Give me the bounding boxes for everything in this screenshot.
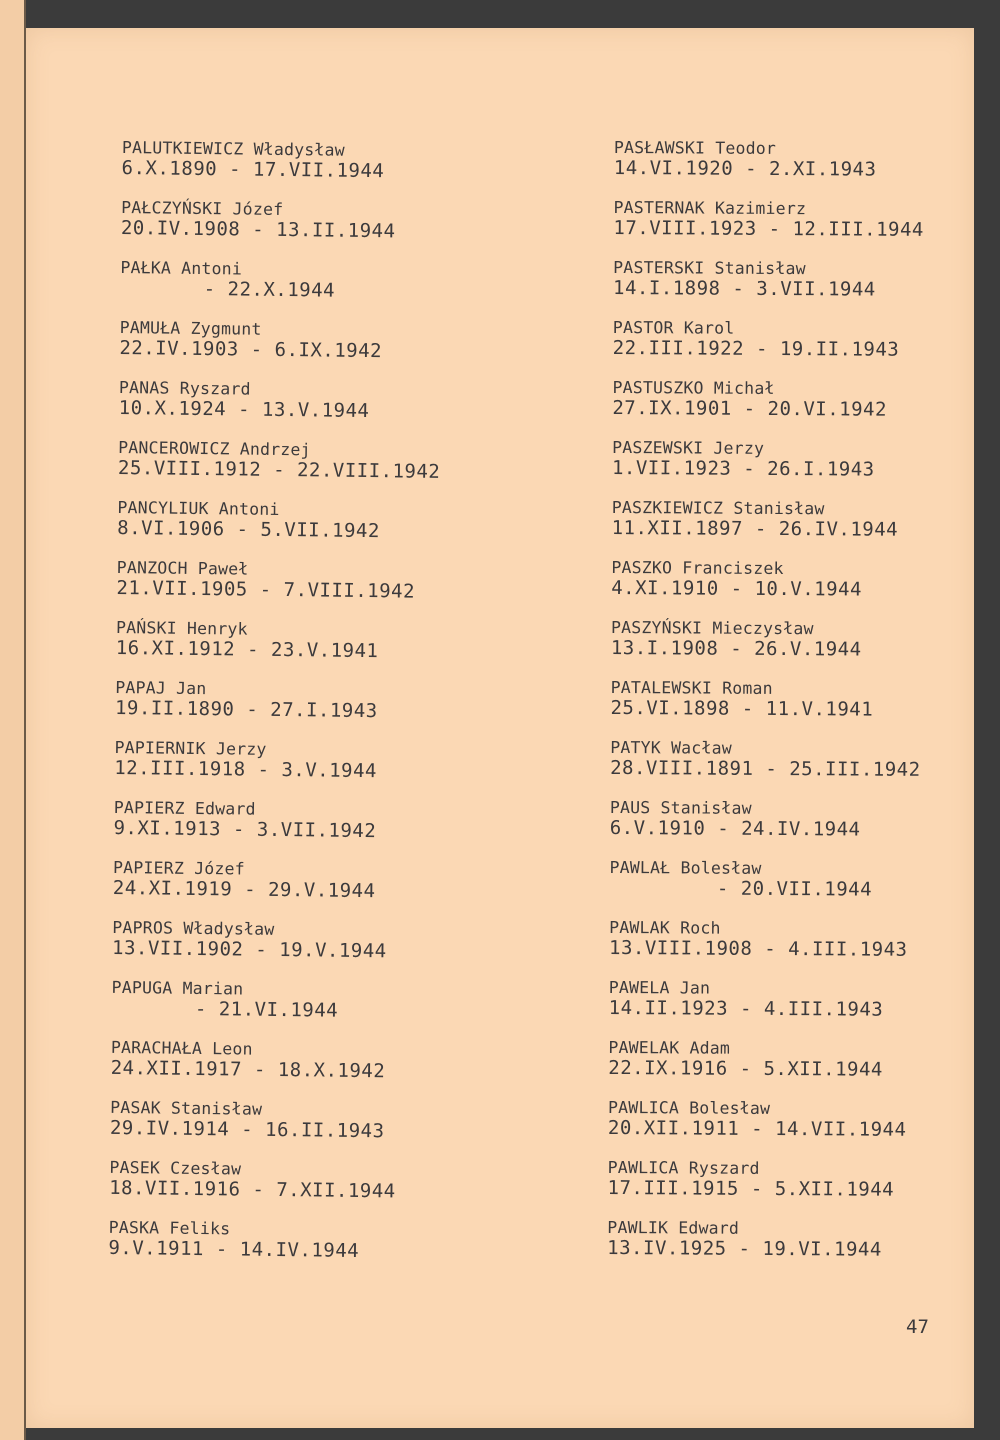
list-item: [608, 1098, 919, 1160]
entry-dates: 19.II.1890 - 27.I.1943: [114, 696, 378, 723]
list-item: [611, 498, 922, 560]
entry-dates: - 20.VII.1944: [609, 876, 873, 901]
list-item: [108, 1218, 431, 1282]
entry-dates: 22.III.1922 - 19.II.1943: [612, 336, 900, 361]
entry-dates: 13.VIII.1908 - 4.III.1943: [608, 936, 908, 961]
entry-name: PATYK Wacław: [610, 737, 732, 758]
entry-name: PAŃSKI Henryk: [115, 617, 248, 639]
entry-dates: - 21.VI.1944: [111, 996, 339, 1022]
entry-name: PANAS Ryszard: [118, 377, 251, 399]
list-item: [121, 138, 444, 202]
entry-name: PASTERSKI Stanisław: [613, 257, 806, 279]
entry-dates: 9.V.1911 - 14.IV.1944: [108, 1236, 360, 1262]
entry-name: PAŁKA Antoni: [120, 257, 243, 279]
list-item: [612, 438, 923, 500]
left-column: [108, 138, 444, 1282]
entry-name: PANZOCH Paweł: [116, 557, 249, 579]
entry-dates: 24.XI.1919 - 29.V.1944: [112, 876, 376, 903]
list-item: [114, 738, 437, 802]
entry-name: PAWELA Jan: [608, 977, 711, 998]
entry-name: PASTUSZKO Michał: [612, 377, 775, 398]
entry-name: PASTERNAK Kazimierz: [613, 197, 807, 219]
entry-dates: 1.VII.1923 - 26.I.1943: [611, 456, 875, 481]
entry-name: PAWLAK Roch: [609, 917, 721, 938]
entry-name: PASŁAWSKI Teodor: [613, 138, 777, 158]
entry-name: PAŁCZYŃSKI Józef: [121, 197, 284, 219]
list-item: [607, 1158, 918, 1220]
entry-name: PAWLICA Bolesław: [608, 1097, 771, 1118]
list-item: [609, 858, 920, 920]
list-item: [608, 1038, 919, 1100]
entry-dates: 11.XII.1897 - 26.IV.1944: [611, 516, 899, 541]
list-item: [611, 558, 922, 620]
entry-name: PAWLIK Edward: [607, 1217, 740, 1238]
list-item: [609, 978, 920, 1040]
list-item: [115, 678, 438, 742]
entry-name: PASZYŃSKI Mieczysław: [610, 617, 814, 639]
page-number: 47: [906, 1316, 929, 1338]
entry-dates: 6.X.1890 - 17.VII.1944: [121, 156, 385, 183]
entry-dates: 27.IX.1901 - 20.VI.1942: [612, 396, 888, 421]
entry-name: PARACHAŁA Leon: [110, 1037, 253, 1059]
entry-name: PASZKO Franciszek: [611, 557, 784, 579]
list-item: [610, 798, 921, 860]
list-item: [113, 798, 436, 862]
list-item: [607, 1218, 918, 1280]
list-item: [609, 918, 920, 980]
entry-name: PASZEWSKI Jerzy: [612, 437, 765, 458]
entry-dates: 8.VI.1906 - 5.VII.1942: [117, 516, 381, 543]
list-item: [613, 258, 924, 320]
entry-name: PASEK Czesław: [109, 1157, 242, 1179]
entry-dates: 4.XI.1910 - 10.V.1944: [611, 576, 863, 601]
entry-name: PASAK Stanisław: [110, 1097, 263, 1119]
entry-dates: 21.VII.1905 - 7.VIII.1942: [116, 576, 416, 603]
list-item: [121, 198, 444, 262]
list-item: [613, 318, 924, 380]
entry-dates: 14.VI.1920 - 2.XI.1943: [613, 156, 877, 181]
entry-dates: 17.VIII.1923 - 12.III.1944: [613, 216, 924, 241]
list-item: [111, 978, 434, 1042]
entry-dates: - 22.X.1944: [120, 276, 336, 302]
entry-dates: 20.XII.1911 - 14.VII.1944: [607, 1116, 907, 1141]
list-item: [611, 618, 922, 680]
list-item: [119, 318, 442, 382]
list-item: [614, 138, 925, 200]
entry-name: PAWELAK Adam: [608, 1037, 731, 1058]
entry-dates: 6.V.1910 - 24.IV.1944: [609, 816, 861, 841]
list-item: [118, 378, 441, 442]
list-item: [610, 738, 921, 800]
entry-dates: 25.VI.1898 - 11.V.1941: [610, 696, 874, 721]
entry-name: PANCYLIUK Antoni: [117, 497, 280, 519]
entry-name: PAPROS Władysław: [112, 917, 275, 939]
left-page-edge: [0, 0, 26, 1440]
list-item: [612, 378, 923, 440]
entry-dates: 13.I.1908 - 26.V.1944: [610, 636, 862, 661]
entry-name: PAMUŁA Zygmunt: [119, 317, 262, 339]
entry-name: PAPAJ Jan: [115, 677, 207, 699]
entry-dates: 22.IV.1903 - 6.IX.1942: [119, 336, 383, 363]
entry-name: PAPIERZ Józef: [112, 857, 245, 879]
list-item: [610, 678, 921, 740]
entry-dates: 25.VIII.1912 - 22.VIII.1942: [117, 456, 441, 483]
list-item: [112, 918, 435, 982]
list-item: [613, 198, 924, 260]
entry-dates: 10.X.1924 - 13.V.1944: [118, 396, 370, 423]
entry-name: PAPUGA Marian: [111, 977, 244, 999]
list-item: [112, 858, 435, 922]
entry-name: PASTOR Karol: [612, 317, 735, 338]
entry-dates: 17.III.1915 - 5.XII.1944: [607, 1176, 895, 1201]
entry-name: PAWLICA Ryszard: [607, 1157, 760, 1178]
entry-dates: 18.VII.1916 - 7.XII.1944: [109, 1176, 396, 1203]
entry-dates: 12.III.1918 - 3.V.1944: [114, 756, 378, 783]
entry-name: PASZKIEWICZ Stanisław: [611, 497, 825, 519]
entry-dates: 24.XII.1917 - 18.X.1942: [110, 1056, 386, 1083]
entry-dates: 13.VII.1902 - 19.V.1944: [111, 936, 387, 963]
entry-name: PALUTKIEWICZ Władysław: [121, 138, 345, 160]
entry-name: PASKA Feliks: [108, 1217, 231, 1239]
entry-dates: 28.VIII.1891 - 25.III.1942: [610, 756, 921, 781]
entry-name: PATALEWSKI Roman: [610, 677, 773, 698]
entry-name: PAWLAŁ Bolesław: [609, 857, 762, 878]
entry-dates: 9.XI.1913 - 3.VII.1942: [113, 816, 377, 843]
list-item: [110, 1098, 433, 1162]
list-item: [109, 1158, 432, 1222]
entry-name: PAPIERZ Edward: [113, 797, 256, 819]
entry-dates: 14.II.1923 - 4.III.1943: [608, 996, 884, 1021]
entry-name: PAUS Stanisław: [609, 797, 752, 818]
entry-dates: 22.IX.1916 - 5.XII.1944: [608, 1056, 883, 1081]
entry-name: PAPIERNIK Jerzy: [114, 737, 267, 759]
list-item: [115, 618, 438, 682]
document-page: [26, 28, 974, 1428]
right-column: [607, 138, 924, 1280]
entry-dates: 14.I.1898 - 3.VII.1944: [613, 276, 876, 301]
entry-dates: 20.IV.1908 - 13.II.1944: [120, 216, 396, 243]
list-item: [110, 1038, 433, 1102]
list-item: [120, 258, 443, 322]
entry-name: PANCEROWICZ Andrzej: [118, 437, 311, 460]
entry-dates: 16.XI.1912 - 23.V.1941: [115, 636, 379, 663]
list-item: [118, 438, 441, 502]
list-item: [116, 558, 439, 622]
list-item: [117, 498, 440, 562]
entry-dates: 13.IV.1925 - 19.VI.1944: [607, 1236, 882, 1261]
entry-dates: 29.IV.1914 - 16.II.1943: [109, 1116, 385, 1143]
